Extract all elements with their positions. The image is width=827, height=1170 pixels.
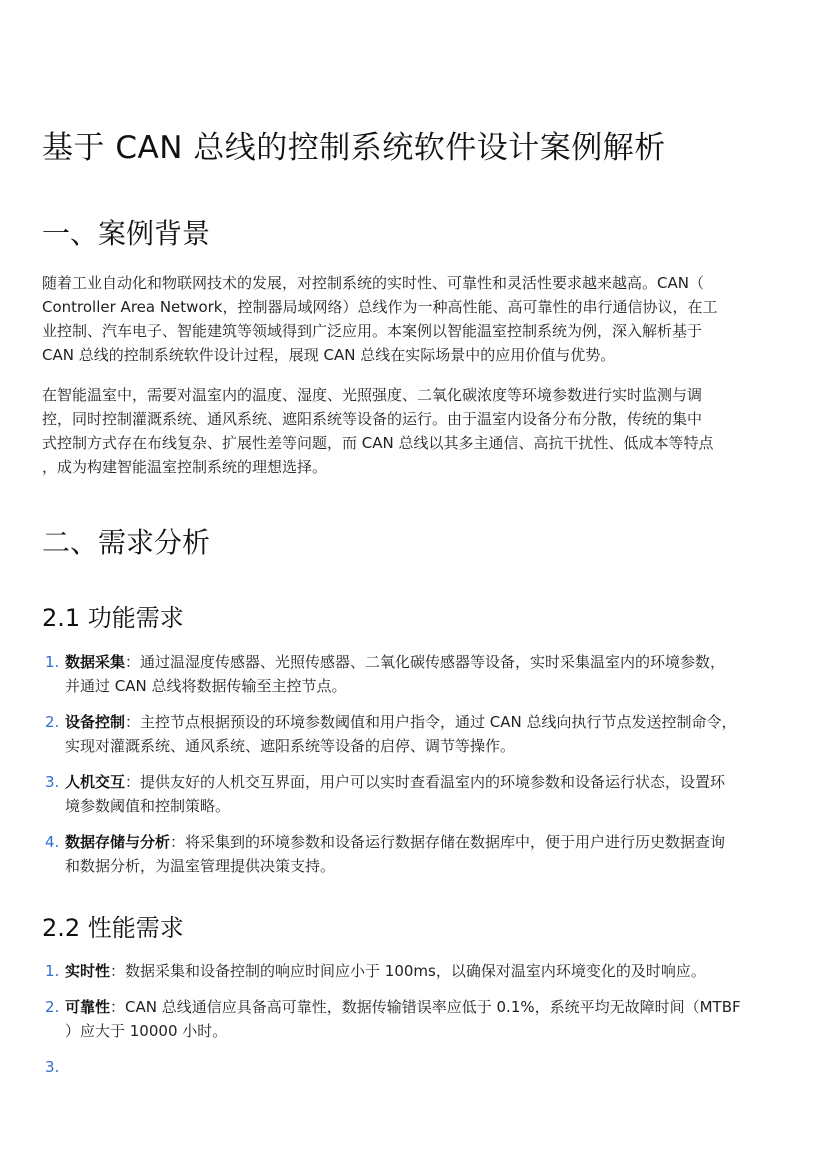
paragraph-line: 在智能温室中，需要对温室内的温度、湿度、光照强度、二氧化碳浓度等环境参数进行实时监测与调: [42, 386, 703, 404]
list-number: 2.: [45, 713, 60, 731]
list-item: [42, 995, 804, 1043]
list-item: [42, 959, 804, 983]
list-item: [42, 650, 804, 698]
paragraph-line: 控，同时控制灌溉系统、通风系统、遮阳系统等设备的运行。由于温室内设备分布分散，传统的集中: [42, 410, 703, 428]
subsection-heading-performance: 2.2 性能需求: [42, 914, 184, 942]
subsection-heading-functional: 2.1 功能需求: [42, 604, 184, 632]
performance-requirements-list: [42, 959, 804, 1079]
list-text: ：通过温湿度传感器、光照传感器、二氧化碳传感器等设备，实时采集温室内的环境参数，: [125, 653, 726, 671]
list-line: 和数据分析，为温室管理提供决策支持。: [65, 857, 336, 875]
list-line: 境参数阈值和控制策略。: [65, 797, 231, 815]
list-term: 设备控制: [65, 713, 126, 731]
section-heading-requirements: 二、需求分析: [42, 526, 211, 559]
functional-requirements-list: [42, 650, 804, 878]
list-line: 实现对灌溉系统、通风系统、遮阳系统等设备的启停、调节等操作。: [65, 737, 516, 755]
list-line: [65, 830, 804, 854]
list-term: 数据采集: [65, 653, 126, 671]
list-term: 人机交互: [65, 773, 126, 791]
list-term: 可靠性: [65, 998, 111, 1016]
list-number: 3.: [45, 1058, 60, 1076]
list-text: ：主控节点根据预设的环境参数阈值和用户指令，通过 CAN 总线向执行节点发送控制命令，: [125, 713, 737, 731]
list-text: ：提供友好的人机交互界面，用户可以实时查看温室内的环境参数和设备运行状态，设置环: [125, 773, 726, 791]
list-number: 3.: [45, 773, 60, 791]
background-paragraph-1: [42, 271, 804, 367]
list-line: [65, 710, 804, 734]
paragraph-line: 随着工业自动化和物联网技术的发展，对控制系统的实时性、可靠性和灵活性要求越来越高。CAN（: [42, 274, 704, 292]
list-line: [65, 959, 804, 983]
list-line: [65, 1055, 804, 1079]
list-text: ：将采集到的环境参数和设备运行数据存储在数据库中，便于用户进行历史数据查询: [170, 833, 726, 851]
list-item: [42, 710, 804, 758]
list-number: 2.: [45, 998, 60, 1016]
paragraph-line: CAN 总线的控制系统软件设计过程，展现 CAN 总线在实际场景中的应用价值与优势。: [42, 346, 616, 364]
list-item: [42, 770, 804, 818]
list-number: 1.: [45, 962, 60, 980]
paragraph-line: ，成为构建智能温室控制系统的理想选择。: [42, 458, 328, 476]
list-line: 并通过 CAN 总线将数据传输至主控节点。: [65, 677, 347, 695]
background-paragraph-2: [42, 383, 804, 479]
paragraph-line: 式控制方式存在布线复杂、扩展性差等问题，而 CAN 总线以其多主通信、高抗干扰性、低成本等特点: [42, 434, 714, 452]
list-line: [65, 650, 804, 674]
list-line: [65, 995, 804, 1019]
section-heading-background: 一、案例背景: [42, 217, 211, 250]
list-line: ）应大于 10000 小时。: [65, 1022, 228, 1040]
list-term: 实时性: [65, 962, 111, 980]
paragraph-line: Controller Area Network，控制器局域网络）总线作为一种高性能、高可靠性的串行通信协议，在工: [42, 298, 718, 316]
list-item: [42, 1055, 804, 1079]
list-term: 数据存储与分析: [65, 833, 171, 851]
paragraph-line: 业控制、汽车电子、智能建筑等领域得到广泛应用。本案例以智能温室控制系统为例，深入解析基于: [42, 322, 703, 340]
list-item: [42, 830, 804, 878]
document-title: 基于 CAN 总线的控制系统软件设计案例解析: [42, 130, 666, 166]
list-text: ：数据采集和设备控制的响应时间应小于 100ms，以确保对温室内环境变化的及时响应。: [110, 962, 706, 980]
list-number: 4.: [45, 833, 60, 851]
list-text: ：CAN 总线通信应具备高可靠性，数据传输错误率应低于 0.1%，系统平均无故障时间（MTBF: [110, 998, 741, 1016]
list-line: [65, 770, 804, 794]
list-number: 1.: [45, 653, 60, 671]
